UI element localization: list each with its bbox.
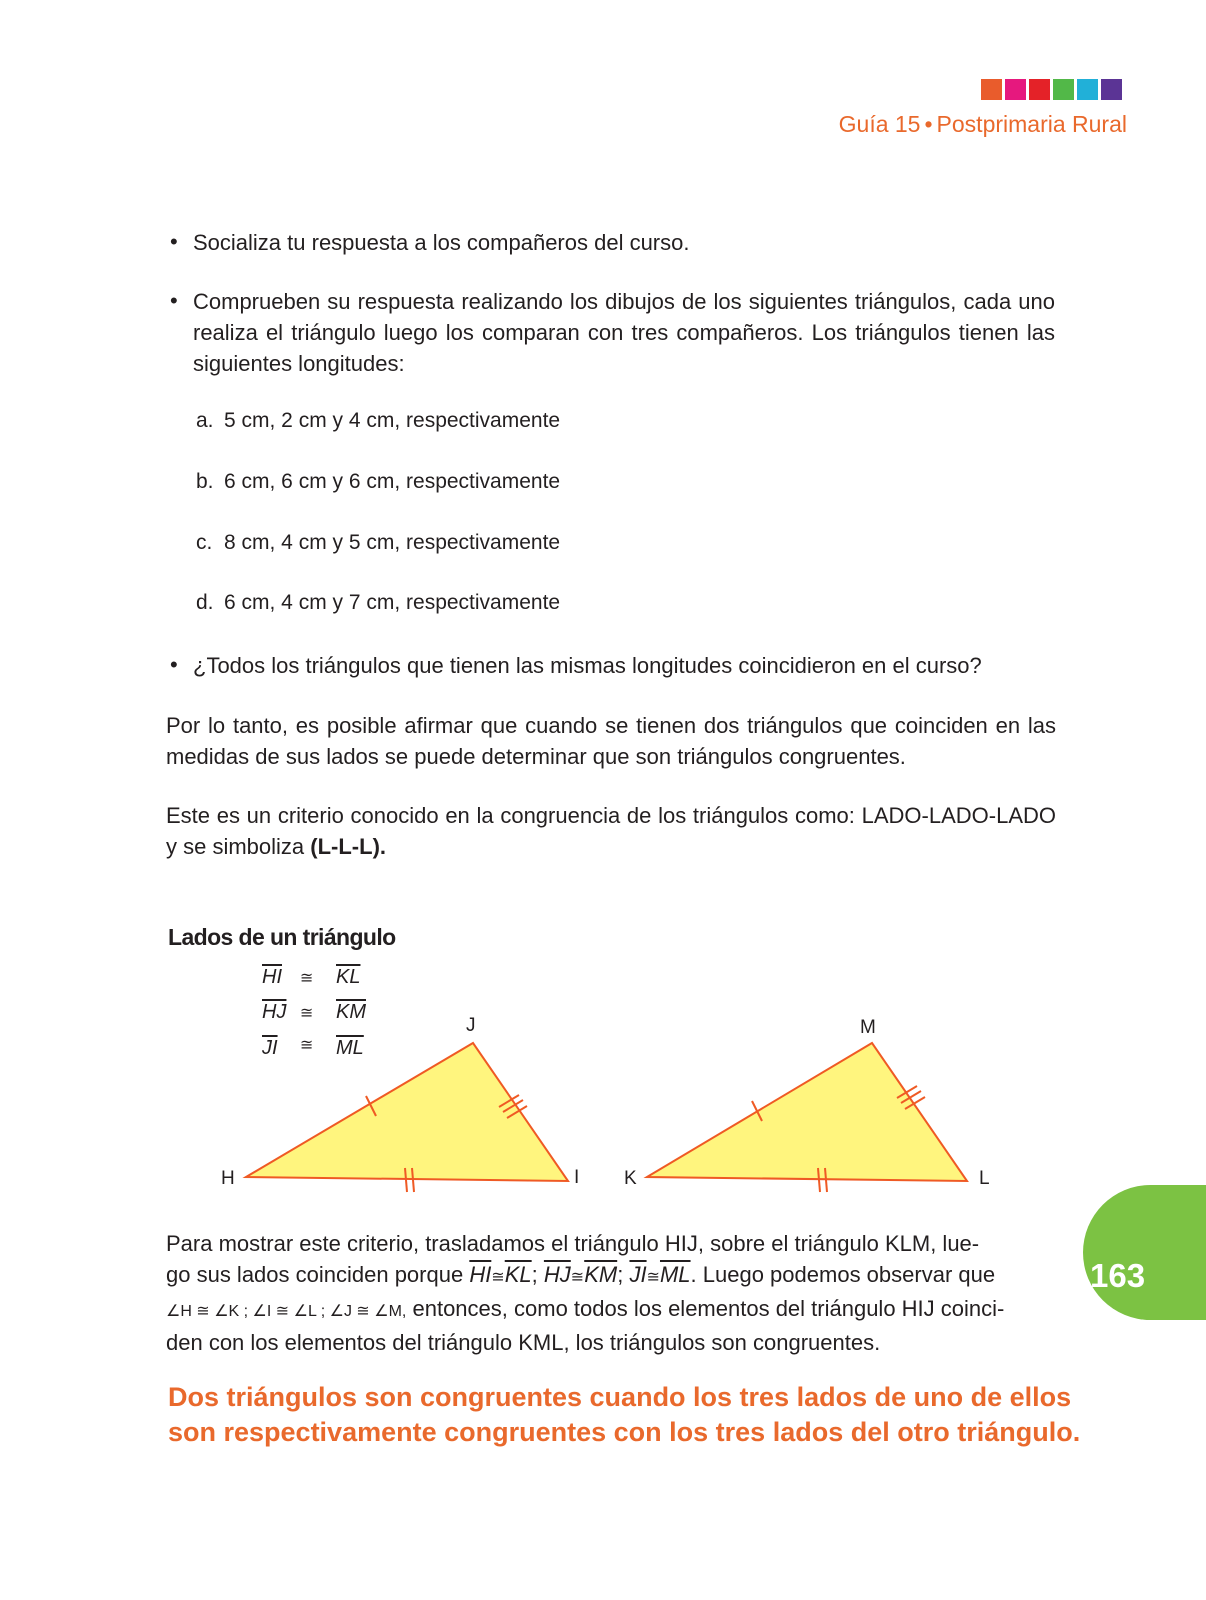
vertex-label-k: K: [624, 1168, 637, 1189]
congruent-symbol: ≅: [300, 1005, 314, 1022]
explain-line-1: Para mostrar este criterio, trasladamos el triángulo HIJ, sobre el triángulo KLM, lue-: [166, 1231, 980, 1256]
explain-line-2: [166, 1259, 1056, 1293]
segment-ji: $\overline{JI}$: [629, 1262, 647, 1287]
segment-a: $\overline{HJ}$: [262, 1001, 287, 1023]
triangle-klm-shape: [647, 1043, 967, 1181]
bullet-mark: •: [170, 288, 178, 313]
paragraph-conclusion: Por lo tanto, es posible afirmar que cuando se tienen dos triángulos que coinciden en las medidas de sus lados se puede determinar que son triángulos congruentes.: [166, 713, 1056, 769]
vertex-label-l: L: [979, 1168, 990, 1189]
separator: ;: [617, 1262, 624, 1287]
explain-line-3-end: entonces, como todos los elementos del triángulo HIJ coinci-: [406, 1296, 1005, 1321]
segment-b: $\overline{KL}$: [336, 966, 361, 988]
segment-b: $\overline{KM}$: [336, 1001, 366, 1023]
explain-line-4: den con los elementos del triángulo KML, los triángulos son congruentes.: [166, 1330, 881, 1355]
guide-number: Guía 15: [838, 111, 921, 137]
page-number-tab: [1083, 1185, 1206, 1320]
header-separator: •: [924, 111, 933, 137]
explain-line-2-start: go sus lados coinciden porque: [166, 1262, 470, 1287]
item-text: 5 cm, 2 cm y 4 cm, respectivamente: [224, 409, 561, 432]
segment-b: $\overline{ML}$: [336, 1037, 364, 1059]
segment-hj: $\overline{HJ}$: [543, 1262, 571, 1287]
vertex-label-j: J: [466, 1015, 476, 1036]
triangle-hij: [246, 1043, 568, 1192]
criterio-symbol: (L-L-L).: [310, 834, 387, 859]
item-text: 6 cm, 6 cm y 6 cm, respectivamente: [224, 470, 561, 493]
item-text: 8 cm, 4 cm y 5 cm, respectivamente: [224, 531, 561, 554]
bullet-todos: ¿Todos los triángulos que tienen las mismas longitudes coincidieron en el curso?: [193, 653, 982, 678]
explain-line-3: [166, 1293, 1056, 1327]
congruent-symbol: ≅: [300, 1037, 314, 1054]
program-name: Postprimaria Rural: [936, 111, 1127, 137]
bullet-mark: •: [170, 652, 178, 677]
angle-congruences: ∠H ≅ ∠K ; ∠I ≅ ∠L ; ∠J ≅ ∠M,: [166, 1303, 407, 1320]
segment-a: $\overline{HI}$: [262, 966, 282, 988]
section-title: Lados de un triángulo: [168, 924, 396, 950]
congruence-rule: Dos triángulos son congruentes cuando los tres lados de uno de ellos son respectivamente congruentes con los tres lados del otro triángulo.: [168, 1382, 1081, 1447]
vertex-label-i: I: [574, 1167, 580, 1188]
paragraph-explanation: [166, 1228, 1056, 1358]
explain-line-2-end: . Luego podemos observar que: [690, 1262, 996, 1287]
item-letter: b.: [196, 470, 214, 493]
congruent-symbol: ≅: [570, 1269, 585, 1286]
item-letter: d.: [196, 591, 214, 614]
triangle-klm: [647, 1043, 967, 1192]
separator: ;: [531, 1262, 538, 1287]
item-letter: a.: [196, 409, 214, 432]
congruent-symbol: ≅: [491, 1269, 505, 1286]
item-letter: c.: [196, 531, 213, 554]
bullet-socializa: Socializa tu respuesta a los compañeros del curso.: [193, 230, 690, 255]
segment-km: $\overline{KM}$: [584, 1262, 618, 1287]
segment-a: $\overline{JI}$: [262, 1037, 278, 1059]
segment-kl: $\overline{KL}$: [504, 1262, 532, 1287]
congruent-symbol: ≅: [300, 970, 314, 987]
vertex-label-h: H: [221, 1168, 235, 1189]
congruent-symbol: ≅: [646, 1269, 660, 1286]
triangle-hij-shape: [246, 1043, 568, 1181]
bullet-mark: •: [170, 229, 178, 254]
page-number: 163: [1090, 1257, 1146, 1294]
segment-ml: $\overline{ML}$: [659, 1262, 691, 1287]
bullet-comprueben: Comprueben su respuesta realizando los dibujos de los siguientes triángulos, cada uno realiza el triángulo luego los comparan con tres compañeros. Los triángulos tienen las siguientes longitudes:: [193, 289, 1055, 376]
segment-hi: $\overline{HI}$: [469, 1262, 492, 1287]
item-text: 6 cm, 4 cm y 7 cm, respectivamente: [224, 591, 561, 614]
criterio-text: Este es un criterio conocido en la congruencia de los triángulos como: LADO-LADO-LADO y se simboliza: [166, 803, 1056, 859]
vertex-label-m: M: [860, 1017, 876, 1038]
